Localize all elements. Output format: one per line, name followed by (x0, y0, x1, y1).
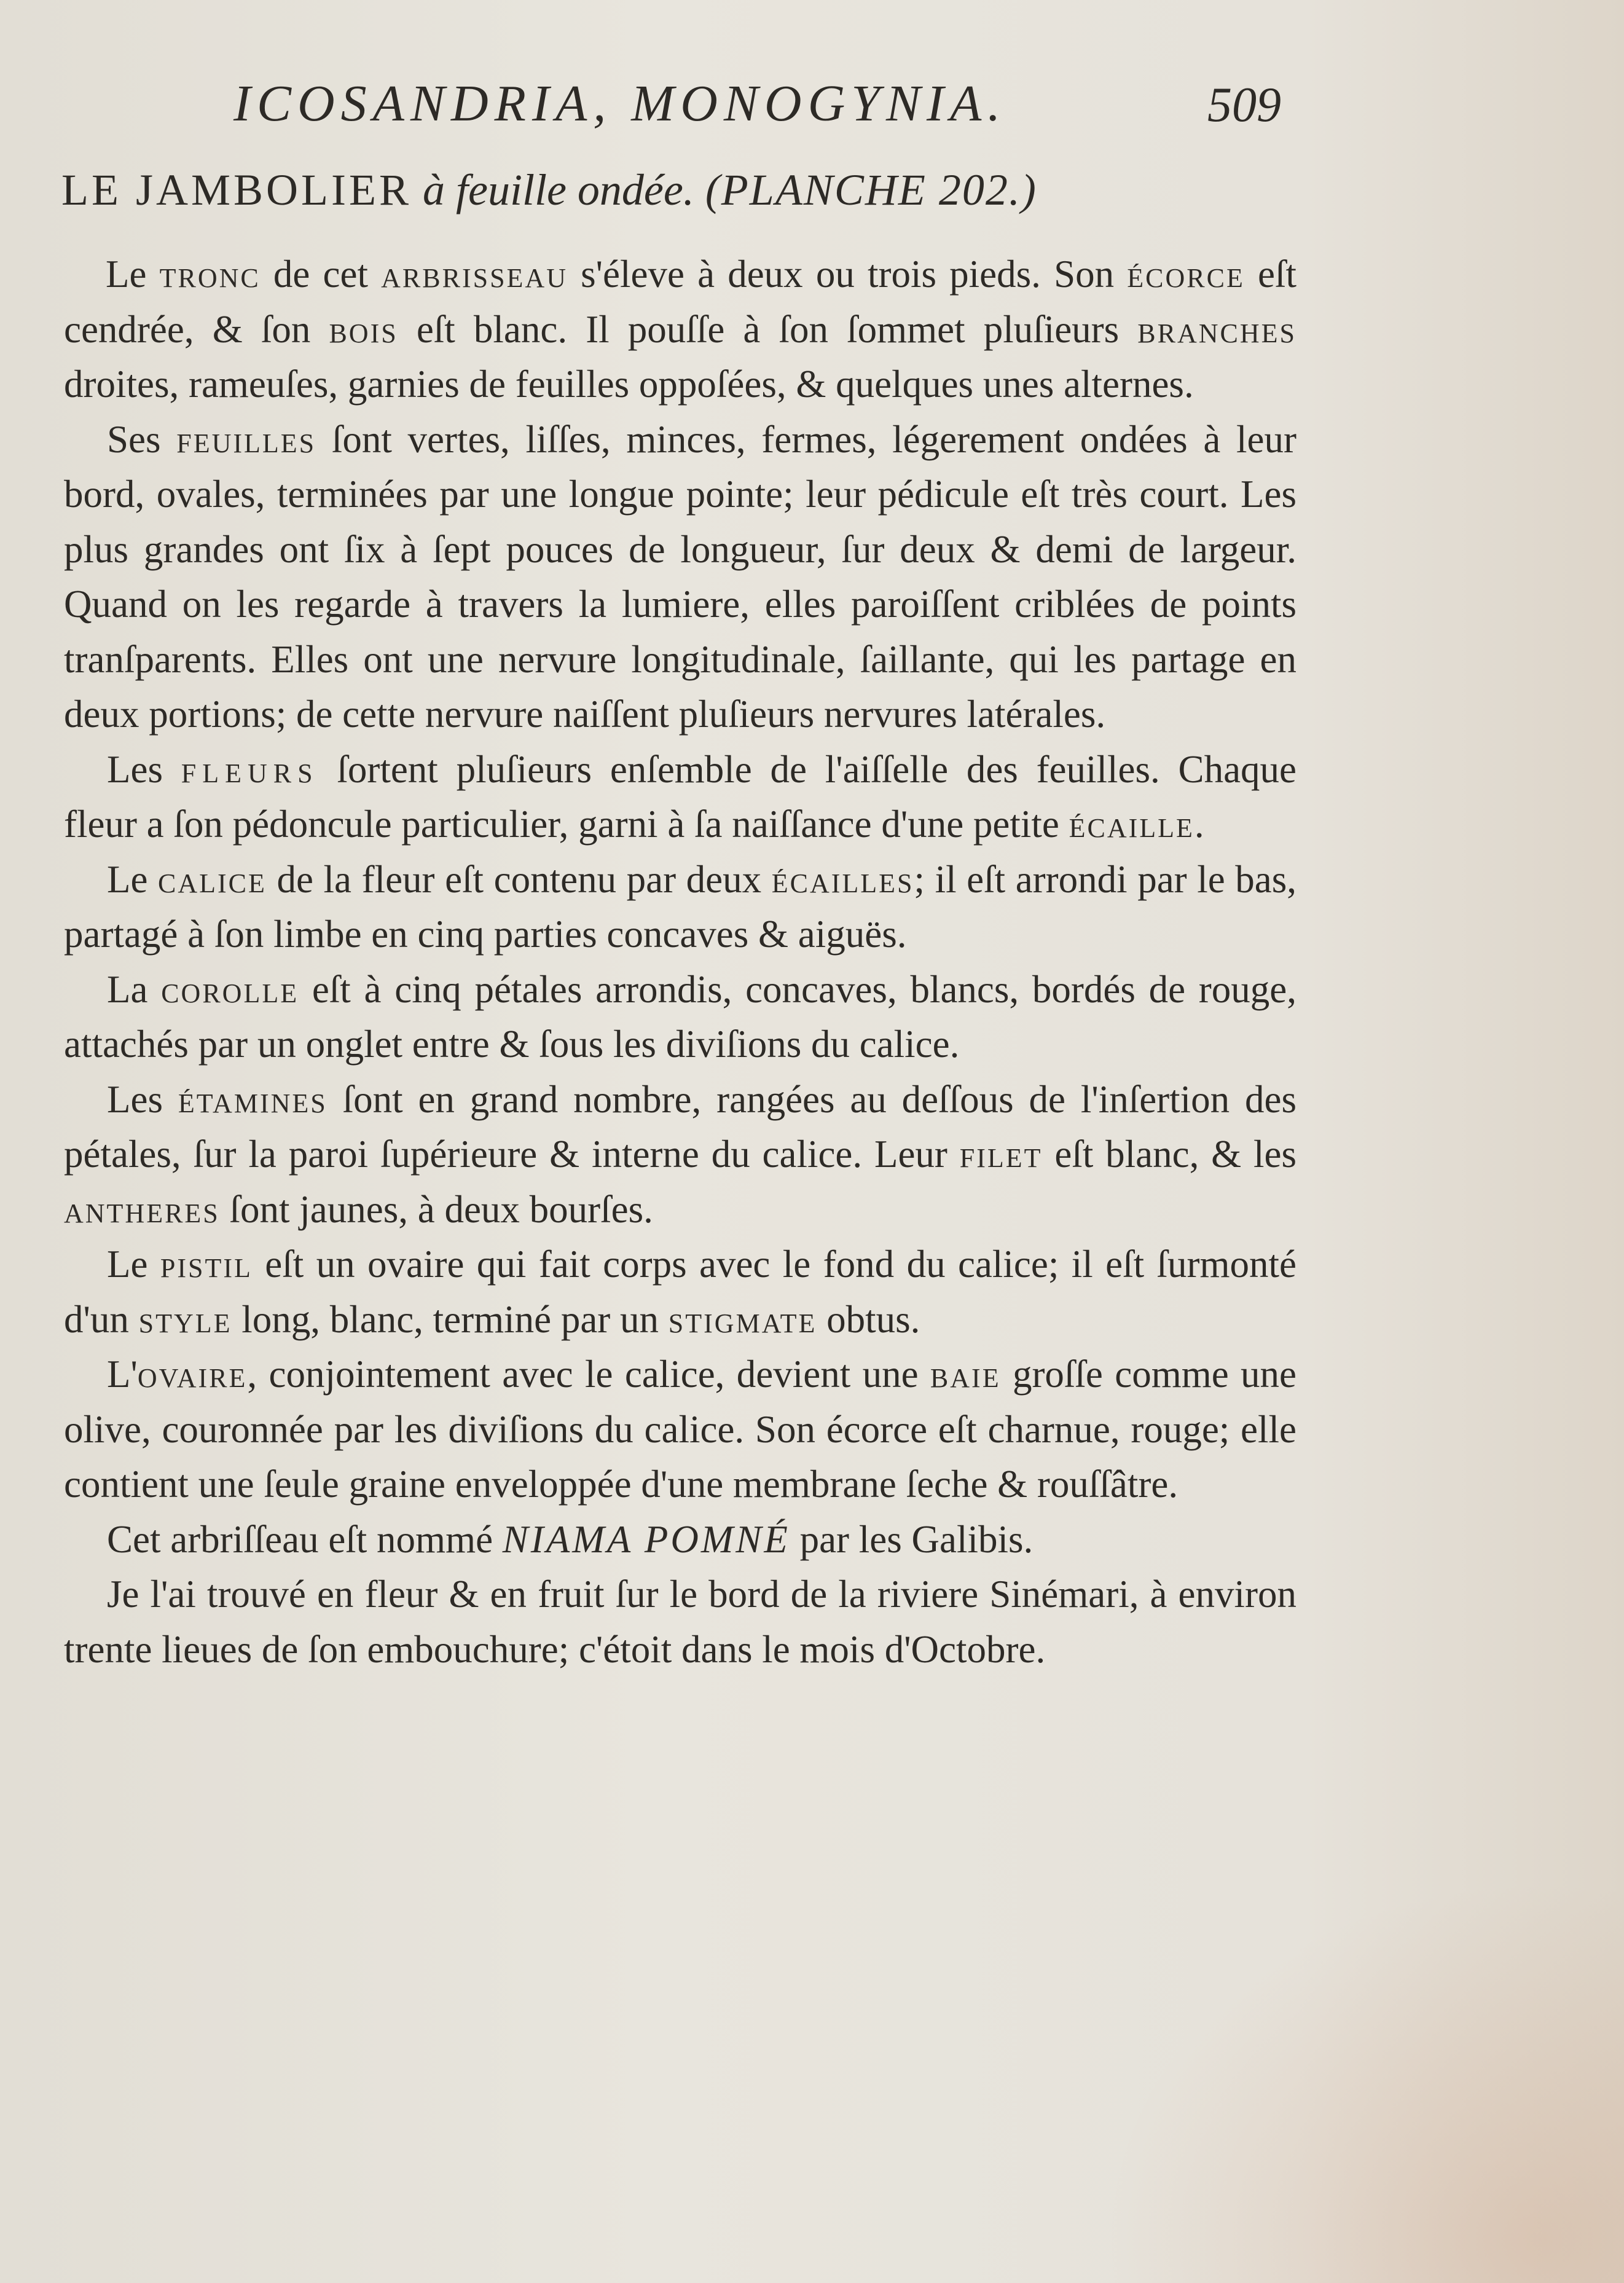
term: fleurs (181, 747, 319, 791)
term: filet (959, 1133, 1043, 1176)
vernacular-name: NIAMA POMNÉ (502, 1517, 790, 1561)
text-run: de cet (260, 253, 382, 296)
text-run: eſt cendrée, & ſon (64, 253, 1296, 351)
text-run: droites, rameuſes, garnies de feuilles oppoſées, & quelques unes alternes. (64, 363, 1194, 406)
paragraph-leaves (64, 412, 1296, 742)
term: corolle (161, 967, 299, 1011)
term: arbrisseau (381, 253, 568, 296)
term: style (138, 1297, 232, 1341)
text-run: ſortent pluſieurs enſemble de l'aiſſelle des feuilles. Chaque fleur a ſon pédoncule particulier, garni à ſa naiſſance d'une petite (64, 747, 1296, 846)
text-run: ; il eſt arrondi par le bas, partagé à ſon limbe en cinq parties concaves & aiguës. (64, 857, 1297, 956)
plate-reference: (PLANCHE 202.) (705, 165, 1037, 214)
term: baie (930, 1353, 1001, 1396)
text-run: Les (107, 1077, 178, 1121)
text-run: L' (107, 1353, 138, 1396)
term: stigmate (668, 1297, 817, 1341)
text-run: s'éleve à deux ou trois pieds. Son (567, 253, 1128, 296)
text-run: . (1194, 803, 1204, 846)
text-run: , conjointement avec le calice, devient une (247, 1353, 930, 1396)
term: étamines (178, 1077, 328, 1121)
paragraph-calyx (64, 852, 1296, 962)
text-run: Je l'ai trouvé en fleur & en fruit ſur le bord de la riviere Sinémari, à environ trente lieues de ſon embouchure; c'étoit dans le mois d'Octobre. (64, 1573, 1296, 1671)
page-header (0, 74, 1624, 147)
term: ovaire (137, 1353, 248, 1396)
term: écaille (1069, 803, 1194, 846)
paper-stain (1071, 1853, 1624, 2283)
species-epithet: à feuille ondée. (422, 165, 694, 214)
term: écailles (771, 857, 914, 901)
paragraph-stamens (64, 1072, 1296, 1238)
text-run: Le (107, 857, 159, 901)
text-run: La (107, 967, 162, 1011)
body-text (64, 247, 1296, 1677)
text-run: Les (107, 747, 181, 791)
species-heading (61, 165, 1037, 216)
paragraph-trunk (64, 247, 1296, 412)
text-run: par les Galibis. (790, 1517, 1034, 1561)
term: branches (1137, 307, 1296, 351)
paragraph-locality (64, 1567, 1296, 1677)
paragraph-ovary (64, 1347, 1296, 1512)
text-run: Le (106, 253, 160, 296)
running-title: ICOSANDRIA, MONOGYNIA. (233, 75, 1007, 132)
paragraph-flowers (64, 742, 1296, 852)
text-run: eſt un ovaire qui fait corps avec le fond du calice; il eſt ſurmonté d'un (64, 1243, 1296, 1341)
paragraph-vernacular (64, 1512, 1296, 1568)
paragraph-corolla (64, 962, 1296, 1072)
term: feuilles (176, 417, 316, 461)
term: écorce (1127, 253, 1245, 296)
text-run: eſt à cinq pétales arrondis, concaves, blancs, bordés de rouge, attachés par un onglet entre & ſous les diviſions du calice. (64, 967, 1296, 1066)
text-run: Ses (107, 417, 177, 461)
text-run: ſont en grand nombre, rangées au deſſous de l'inſertion des pétales, ſur la paroi ſupérieure & interne du calice. Leur (64, 1077, 1296, 1176)
term: antheres (64, 1187, 220, 1231)
species-name: LE JAMBOLIER (61, 165, 412, 214)
text-run: ſont jaunes, à deux bourſes. (219, 1187, 653, 1231)
text-run: eſt blanc. Il pouſſe à ſon ſommet pluſieurs (398, 307, 1138, 351)
text-run: groſſe comme une olive, couronnée par les diviſions du calice. Son écorce eſt charnue, rouge; elle contient une ſeule graine enveloppée d'une membrane ſeche & rouſſâtre. (64, 1353, 1297, 1506)
term: bois (329, 307, 398, 351)
paragraph-pistil (64, 1237, 1296, 1347)
text-run: Cet arbriſſeau eſt nommé (107, 1517, 503, 1561)
term: calice (158, 857, 267, 901)
text-run: Le (107, 1243, 160, 1286)
page-number: 509 (1207, 78, 1281, 132)
term: tronc (159, 253, 261, 296)
text-run: de la fleur eſt contenu par deux (266, 857, 772, 901)
text-run: long, blanc, terminé par un (232, 1297, 669, 1341)
term: pistil (160, 1243, 253, 1286)
text-run: ſont vertes, liſſes, minces, fermes, légerement ondées à leur bord, ovales, terminées par une longue pointe; leur pédicule eſt très court. Les plus grandes ont ſix à ſept pouces de longueur, ſur deux & demi de largeur. Quand on les regarde à travers la lumiere, elles paroiſſent criblées de points tranſparents. Elles ont une nervure longitudinale, ſaillante, qui les partage en deux portions; de cette nervure naiſſent pluſieurs nervures latérales. (64, 417, 1296, 736)
text-run: eſt blanc, & les (1042, 1133, 1297, 1176)
text-run: obtus. (817, 1297, 920, 1341)
